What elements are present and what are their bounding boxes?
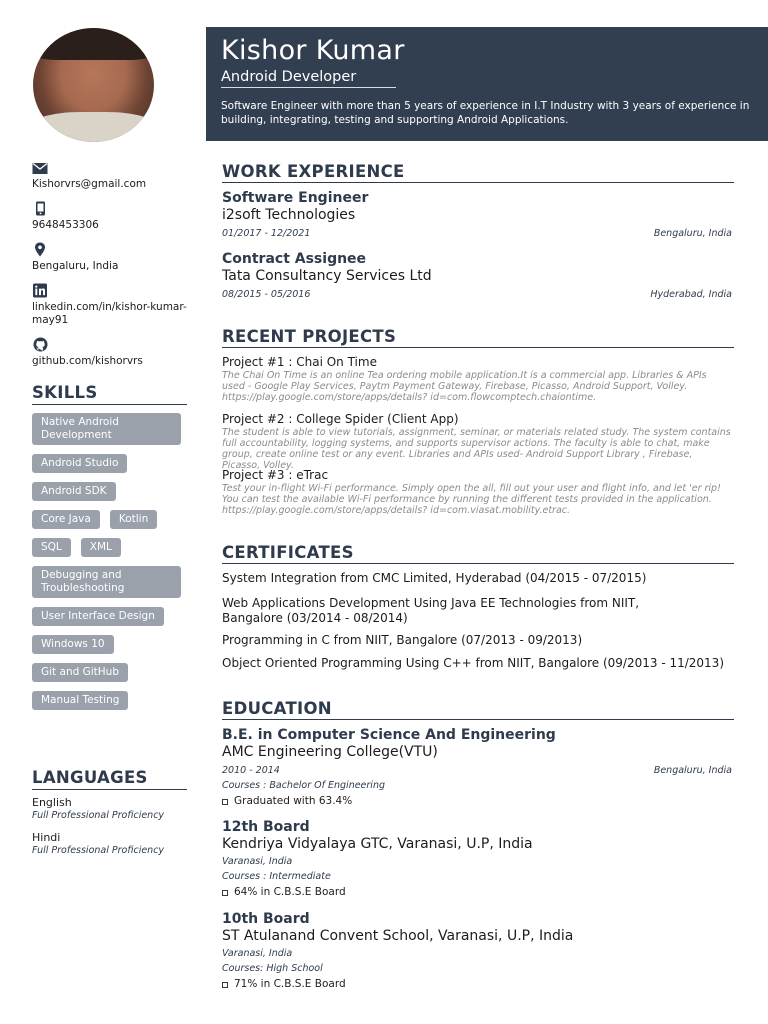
- education-location: Bengaluru, India: [653, 765, 732, 776]
- profile-summary: Software Engineer with more than 5 years of experience in I.T Industry with 3 years of experience in building, integrating, testing and supporting Android Applications.: [221, 100, 750, 126]
- skill-tag: Debugging and Troubleshooting: [32, 566, 181, 598]
- project-title: Project #3 : eTrac: [222, 468, 329, 482]
- projects-heading: RECENT PROJECTS: [222, 327, 734, 348]
- location-pin-icon: [32, 242, 188, 260]
- skills-list: [32, 413, 192, 719]
- job-location: Hyderabad, India: [650, 289, 732, 300]
- skill-tag: XML: [81, 538, 121, 557]
- contact-linkedin[interactable]: [32, 283, 188, 327]
- github-icon: [32, 337, 188, 355]
- education-entry: [222, 727, 734, 808]
- language-name: English: [32, 796, 72, 809]
- job-meta: [222, 228, 734, 240]
- job-location: Bengaluru, India: [653, 228, 732, 239]
- certificate-item: Programming in C from NIIT, Bangalore (07/2013 - 09/2013): [222, 633, 583, 647]
- github-text: github.com/kishorvrs: [32, 355, 143, 367]
- square-bullet-icon: [222, 982, 228, 988]
- project-entry: [222, 355, 732, 403]
- education-entry: [222, 911, 734, 991]
- education-result: [222, 978, 734, 991]
- education-degree: 10th Board: [222, 911, 310, 927]
- contact-phone[interactable]: [32, 201, 188, 232]
- language-name: Hindi: [32, 831, 61, 844]
- contact-list: [32, 160, 188, 378]
- education-result-text: 64% in C.B.S.E Board: [234, 886, 346, 898]
- work-experience-heading: WORK EXPERIENCE: [222, 162, 734, 183]
- skill-tag: Android Studio: [32, 454, 127, 473]
- job-entry: [222, 190, 734, 240]
- skill-tag: Android SDK: [32, 482, 116, 501]
- certificate-item: Web Applications Development Using Java EE Technologies from NIIT, Bangalore (03/2014 - 08/2014): [222, 596, 640, 625]
- education-degree: 12th Board: [222, 819, 310, 835]
- education-result: [222, 795, 734, 808]
- skill-tag: SQL: [32, 538, 71, 557]
- candidate-role: Android Developer: [221, 69, 396, 88]
- phone-text: 9648453306: [32, 219, 99, 231]
- education-courses: Courses : Intermediate: [222, 871, 331, 882]
- profile-photo-hair: [33, 28, 154, 60]
- language-item: [32, 796, 192, 822]
- skill-tag: User Interface Design: [32, 607, 164, 626]
- contact-email[interactable]: [32, 160, 188, 191]
- job-entry: [222, 251, 734, 301]
- education-result-text: 71% in C.B.S.E Board: [234, 978, 346, 990]
- skill-tag: Native Android Development: [32, 413, 181, 445]
- education-dates: 2010 - 2014: [222, 765, 280, 776]
- location-text: Bengaluru, India: [32, 260, 119, 272]
- education-result-text: Graduated with 63.4%: [234, 795, 353, 807]
- skill-tag: Core Java: [32, 510, 100, 529]
- profile-photo: [33, 28, 154, 142]
- language-level: Full Professional Proficiency: [32, 845, 165, 856]
- education-heading: EDUCATION: [222, 699, 734, 720]
- education-result: [222, 886, 734, 899]
- skill-tag: Kotlin: [110, 510, 157, 529]
- education-degree: B.E. in Computer Science And Engineering: [222, 727, 556, 743]
- email-icon: [32, 160, 188, 178]
- skill-tag: Windows 10: [32, 635, 114, 654]
- project-description: The Chai On Time is an online Tea ordering mobile application.It is a commercial app. Libraries & APIs used - Google Play Services, Paytm Payment Gateway, Firebase, Picasso, Android Support, Volley. https://play.google.com/store/apps/details? id=com.flowcomptech.chaiontime.: [222, 370, 707, 403]
- languages-heading: LANGUAGES: [32, 768, 187, 790]
- education-school: ST Atulanand Convent School, Varanasi, U.P, India: [222, 928, 574, 944]
- job-dates: 08/2015 - 05/2016: [222, 289, 311, 300]
- contact-location: [32, 242, 188, 273]
- profile-photo-shirt: [33, 112, 154, 142]
- project-title: Project #2 : College Spider (Client App): [222, 412, 459, 426]
- linkedin-icon: [32, 283, 188, 301]
- phone-icon: [32, 201, 188, 219]
- square-bullet-icon: [222, 890, 228, 896]
- education-courses: Courses: High School: [222, 963, 323, 974]
- project-title: Project #1 : Chai On Time: [222, 355, 377, 369]
- job-title: Contract Assignee: [222, 251, 367, 267]
- job-company: i2soft Technologies: [222, 207, 356, 223]
- language-level: Full Professional Proficiency: [32, 810, 165, 821]
- project-description: Test your in-flight Wi-Fi performance. Simply open the all, fill out your user and flight info, and let 'er rip! You can test the available Wi-Fi performance by running the different tests provided in the application. https://play.google.com/store/apps/details? id=com.viasat.mobility.etrac.: [222, 483, 721, 516]
- language-item: [32, 831, 192, 857]
- job-company: Tata Consultancy Services Ltd: [222, 268, 432, 284]
- square-bullet-icon: [222, 799, 228, 805]
- skills-heading: SKILLS: [32, 383, 187, 405]
- languages-list: [32, 796, 192, 866]
- job-title: Software Engineer: [222, 190, 369, 206]
- job-meta: [222, 289, 734, 301]
- education-school: AMC Engineering College(VTU): [222, 744, 438, 760]
- linkedin-text: linkedin.com/in/kishor-kumar-may91: [32, 301, 187, 326]
- skill-tag: Manual Testing: [32, 691, 128, 710]
- contact-github[interactable]: [32, 337, 188, 368]
- education-meta: [222, 765, 734, 777]
- skill-tag: Git and GitHub: [32, 663, 128, 682]
- education-courses: Courses : Bachelor Of Engineering: [222, 780, 386, 791]
- project-entry: [222, 412, 732, 471]
- candidate-name: Kishor Kumar: [221, 35, 405, 66]
- education-place: Varanasi, India: [222, 948, 293, 959]
- project-entry: [222, 468, 732, 516]
- email-text: Kishorvrs@gmail.com: [32, 178, 147, 190]
- education-entry: [222, 819, 734, 899]
- education-place: Varanasi, India: [222, 856, 293, 867]
- certificates-heading: CERTIFICATES: [222, 543, 734, 564]
- job-dates: 01/2017 - 12/2021: [222, 228, 311, 239]
- project-description: The student is able to view tutorials, assignment, seminar, or materials related study. The system contains full accountability, logging systems, and supports supervisor actions. The faculty is able to chat, make group, create online test or any event. Libraries and APIs used- Android Support Library , Firebase, Picasso, Volley.: [222, 427, 731, 471]
- header-banner: [206, 27, 768, 141]
- certificate-item: Object Oriented Programming Using C++ from NIIT, Bangalore (09/2013 - 11/2013): [222, 656, 725, 670]
- education-school: Kendriya Vidyalaya GTC, Varanasi, U.P, India: [222, 836, 533, 852]
- certificate-item: System Integration from CMC Limited, Hyderabad (04/2015 - 07/2015): [222, 571, 647, 585]
